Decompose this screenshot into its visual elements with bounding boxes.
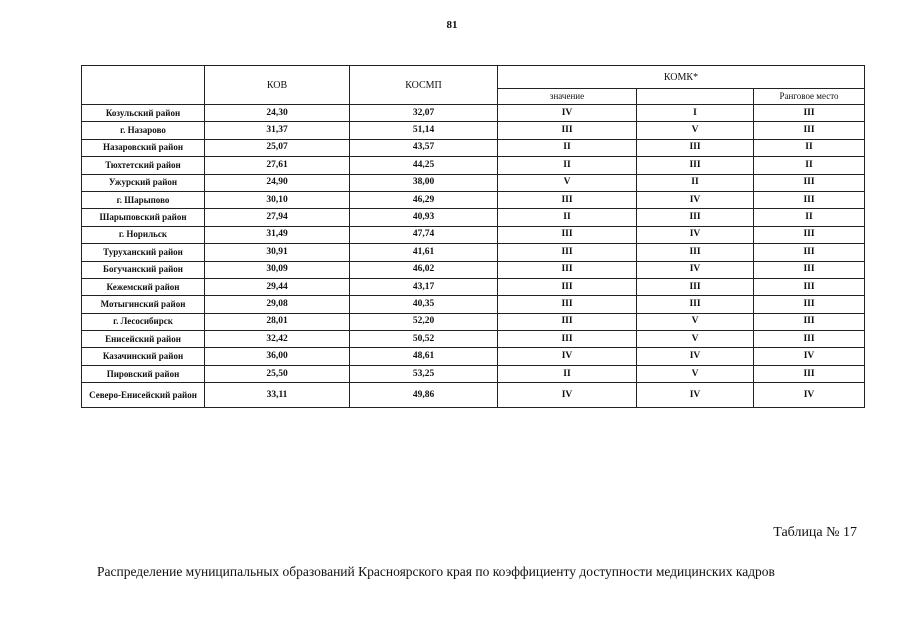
cell-value: IV bbox=[498, 383, 637, 408]
cell-rank: III bbox=[754, 105, 865, 122]
cell-kov: 32,42 bbox=[205, 331, 350, 348]
cell-kov: 31,37 bbox=[205, 122, 350, 139]
cell-name: г. Назарово bbox=[82, 122, 205, 139]
cell-value: II bbox=[498, 157, 637, 174]
cell-kosmp: 46,02 bbox=[350, 261, 498, 278]
cell-kov: 30,10 bbox=[205, 191, 350, 208]
cell-kov: 30,91 bbox=[205, 244, 350, 261]
cell-name: Енисейский район bbox=[82, 331, 205, 348]
cell-value: II bbox=[498, 139, 637, 156]
data-table bbox=[81, 65, 865, 408]
table-body bbox=[82, 105, 865, 408]
cell-name: Кежемский район bbox=[82, 278, 205, 295]
cell-value: II bbox=[498, 365, 637, 382]
cell-kov: 36,00 bbox=[205, 348, 350, 365]
cell-name: Ужурский район bbox=[82, 174, 205, 191]
cell-rank: III bbox=[754, 174, 865, 191]
table-row bbox=[82, 122, 865, 139]
table-row bbox=[82, 139, 865, 156]
cell-kov: 31,49 bbox=[205, 226, 350, 243]
cell-kosmp: 43,57 bbox=[350, 139, 498, 156]
cell-value: IV bbox=[498, 348, 637, 365]
cell-rank: III bbox=[754, 296, 865, 313]
cell-name: Шарыповский район bbox=[82, 209, 205, 226]
cell-name: Северо-Енисейский район bbox=[82, 383, 205, 408]
cell-name: Мотыгинский район bbox=[82, 296, 205, 313]
cell-kosmp: 53,25 bbox=[350, 365, 498, 382]
cell-kov: 24,90 bbox=[205, 174, 350, 191]
cell-blank-col: V bbox=[637, 313, 754, 330]
cell-kov: 27,94 bbox=[205, 209, 350, 226]
cell-kov: 29,08 bbox=[205, 296, 350, 313]
cell-kov: 28,01 bbox=[205, 313, 350, 330]
table-row bbox=[82, 191, 865, 208]
table-row bbox=[82, 244, 865, 261]
cell-blank-col: III bbox=[637, 278, 754, 295]
cell-value: III bbox=[498, 331, 637, 348]
cell-kosmp: 49,86 bbox=[350, 383, 498, 408]
header-komk: КОМК* bbox=[498, 66, 865, 89]
cell-value: III bbox=[498, 278, 637, 295]
cell-name: Казачинский район bbox=[82, 348, 205, 365]
cell-name: Туруханский район bbox=[82, 244, 205, 261]
cell-name: Пировский район bbox=[82, 365, 205, 382]
header-kosmp: КОСМП bbox=[350, 66, 498, 105]
cell-value: III bbox=[498, 313, 637, 330]
cell-blank-col: V bbox=[637, 331, 754, 348]
cell-kosmp: 44,25 bbox=[350, 157, 498, 174]
cell-rank: III bbox=[754, 226, 865, 243]
cell-blank-col: IV bbox=[637, 348, 754, 365]
cell-kov: 30,09 bbox=[205, 261, 350, 278]
cell-value: III bbox=[498, 244, 637, 261]
cell-rank: II bbox=[754, 209, 865, 226]
cell-blank-col: V bbox=[637, 122, 754, 139]
cell-value: III bbox=[498, 261, 637, 278]
cell-rank: III bbox=[754, 365, 865, 382]
cell-blank-col: V bbox=[637, 365, 754, 382]
cell-kosmp: 40,35 bbox=[350, 296, 498, 313]
cell-rank: III bbox=[754, 331, 865, 348]
cell-kov: 29,44 bbox=[205, 278, 350, 295]
cell-blank-col: IV bbox=[637, 383, 754, 408]
header-kov: КОВ bbox=[205, 66, 350, 105]
cell-blank-col: III bbox=[637, 209, 754, 226]
cell-kov: 27,61 bbox=[205, 157, 350, 174]
cell-blank-col: III bbox=[637, 139, 754, 156]
cell-name: Назаровский район bbox=[82, 139, 205, 156]
table-row bbox=[82, 331, 865, 348]
cell-kosmp: 50,52 bbox=[350, 331, 498, 348]
cell-blank-col: III bbox=[637, 157, 754, 174]
table-row bbox=[82, 105, 865, 122]
cell-name: Богучанский район bbox=[82, 261, 205, 278]
cell-rank: III bbox=[754, 122, 865, 139]
table-row bbox=[82, 278, 865, 295]
cell-rank: III bbox=[754, 313, 865, 330]
table-row bbox=[82, 226, 865, 243]
cell-name: г. Шарыпово bbox=[82, 191, 205, 208]
cell-kosmp: 48,61 bbox=[350, 348, 498, 365]
cell-value: IV bbox=[498, 105, 637, 122]
cell-value: III bbox=[498, 296, 637, 313]
cell-kosmp: 46,29 bbox=[350, 191, 498, 208]
cell-value: III bbox=[498, 191, 637, 208]
table-row bbox=[82, 261, 865, 278]
cell-kosmp: 43,17 bbox=[350, 278, 498, 295]
cell-blank-col: II bbox=[637, 174, 754, 191]
cell-name: г. Лесосибирск bbox=[82, 313, 205, 330]
cell-blank-col: III bbox=[637, 244, 754, 261]
cell-kov: 25,07 bbox=[205, 139, 350, 156]
cell-kosmp: 52,20 bbox=[350, 313, 498, 330]
table-row bbox=[82, 157, 865, 174]
cell-rank: III bbox=[754, 278, 865, 295]
cell-kosmp: 41,61 bbox=[350, 244, 498, 261]
table-header-row bbox=[82, 66, 865, 89]
cell-value: V bbox=[498, 174, 637, 191]
table-row bbox=[82, 209, 865, 226]
cell-rank: II bbox=[754, 157, 865, 174]
cell-name: г. Норильск bbox=[82, 226, 205, 243]
table-row bbox=[82, 365, 865, 382]
page-number: 81 bbox=[446, 19, 458, 31]
cell-blank-col: I bbox=[637, 105, 754, 122]
cell-kov: 24,30 bbox=[205, 105, 350, 122]
cell-kosmp: 32,07 bbox=[350, 105, 498, 122]
cell-value: III bbox=[498, 226, 637, 243]
table-row bbox=[82, 383, 865, 408]
cell-rank: IV bbox=[754, 348, 865, 365]
cell-value: II bbox=[498, 209, 637, 226]
cell-blank-col: IV bbox=[637, 261, 754, 278]
cell-rank: III bbox=[754, 261, 865, 278]
cell-rank: II bbox=[754, 139, 865, 156]
table-row bbox=[82, 348, 865, 365]
cell-kosmp: 51,14 bbox=[350, 122, 498, 139]
table-row bbox=[82, 313, 865, 330]
cell-kosmp: 38,00 bbox=[350, 174, 498, 191]
cell-rank: III bbox=[754, 244, 865, 261]
cell-name: Тюхтетский район bbox=[82, 157, 205, 174]
header-rank: Ранговое место bbox=[754, 89, 865, 105]
cell-kosmp: 47,74 bbox=[350, 226, 498, 243]
table-title: Распределение муниципальных образований Красноярского края по коэффициенту доступности медицинских кадров bbox=[97, 564, 775, 579]
header-value: значение bbox=[498, 89, 637, 105]
cell-kov: 25,50 bbox=[205, 365, 350, 382]
cell-blank-col: III bbox=[637, 296, 754, 313]
header-name bbox=[82, 66, 205, 105]
table-row bbox=[82, 174, 865, 191]
cell-blank-col: IV bbox=[637, 226, 754, 243]
cell-kosmp: 40,93 bbox=[350, 209, 498, 226]
cell-value: III bbox=[498, 122, 637, 139]
table-number: Таблица № 17 bbox=[773, 525, 857, 540]
cell-name: Козульский район bbox=[82, 105, 205, 122]
cell-rank: IV bbox=[754, 383, 865, 408]
header-blank bbox=[637, 89, 754, 105]
cell-rank: III bbox=[754, 191, 865, 208]
table-row bbox=[82, 296, 865, 313]
cell-kov: 33,11 bbox=[205, 383, 350, 408]
cell-blank-col: IV bbox=[637, 191, 754, 208]
